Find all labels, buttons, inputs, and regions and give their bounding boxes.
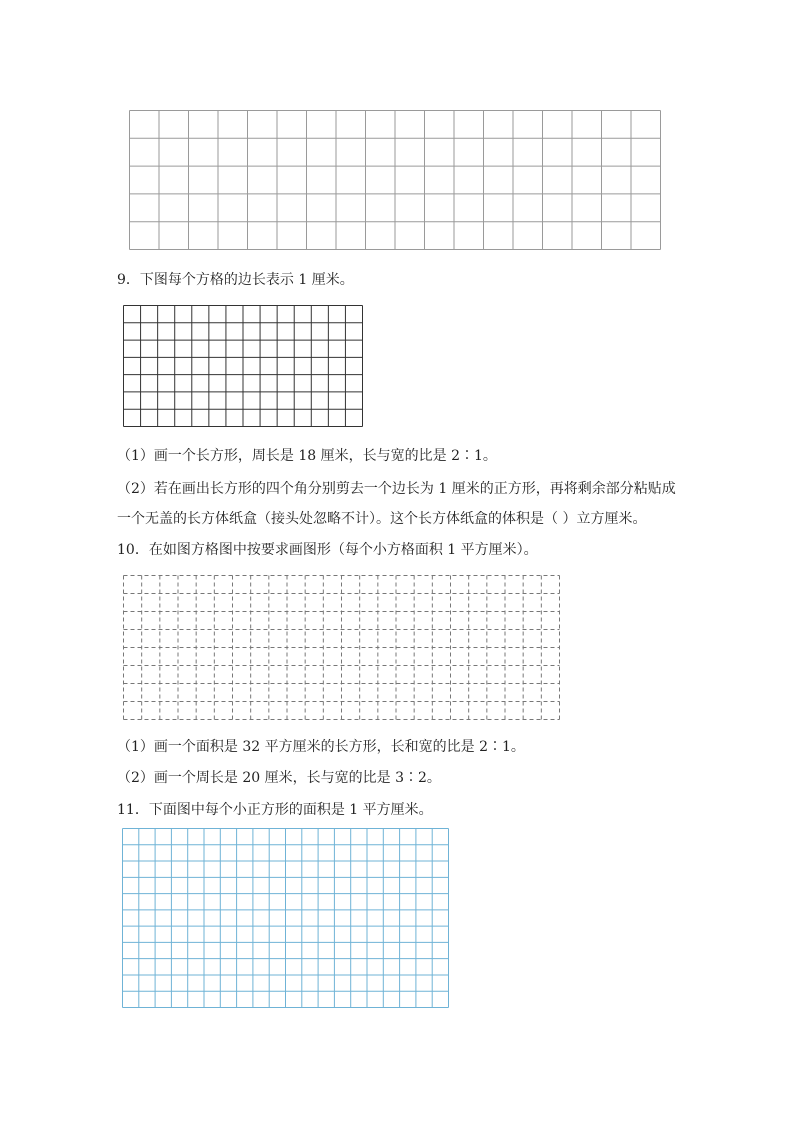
q9-prompt: 9．下图每个方格的边长表示 1 厘米。 [117, 272, 354, 288]
q9-sub1: （1）画一个长方形，周长是 18 厘米，长与宽的比是 2∶1。 [117, 448, 497, 464]
grid-q9-svg [123, 305, 363, 427]
grid-top-svg [129, 110, 661, 250]
grid-q10-svg [123, 575, 560, 720]
q9-sub2-line2: 一个无盖的长方体纸盒（接头处忽略不计）。这个长方体纸盒的体积是（ ）立方厘米。 [117, 511, 647, 527]
grid-q10 [123, 575, 560, 720]
grid-top [129, 110, 661, 250]
q10-sub1: （1）画一个面积是 32 平方厘米的长方形，长和宽的比是 2∶1。 [117, 739, 525, 755]
q9-sub2-line1: （2）若在画出长方形的四个角分别剪去一个边长为 1 厘米的正方形，再将剩余部分粘贴成 [117, 481, 676, 497]
q10-prompt: 10．在如图方格图中按要求画图形（每个小方格面积 1 平方厘米）。 [117, 542, 538, 558]
grid-q9 [123, 305, 363, 427]
q10-sub2: （2）画一个周长是 20 厘米，长与宽的比是 3∶2。 [117, 770, 441, 786]
grid-q11-svg [122, 828, 449, 1008]
grid-q11 [122, 828, 449, 1008]
q11-prompt: 11．下面图中每个小正方形的面积是 1 平方厘米。 [117, 802, 433, 818]
